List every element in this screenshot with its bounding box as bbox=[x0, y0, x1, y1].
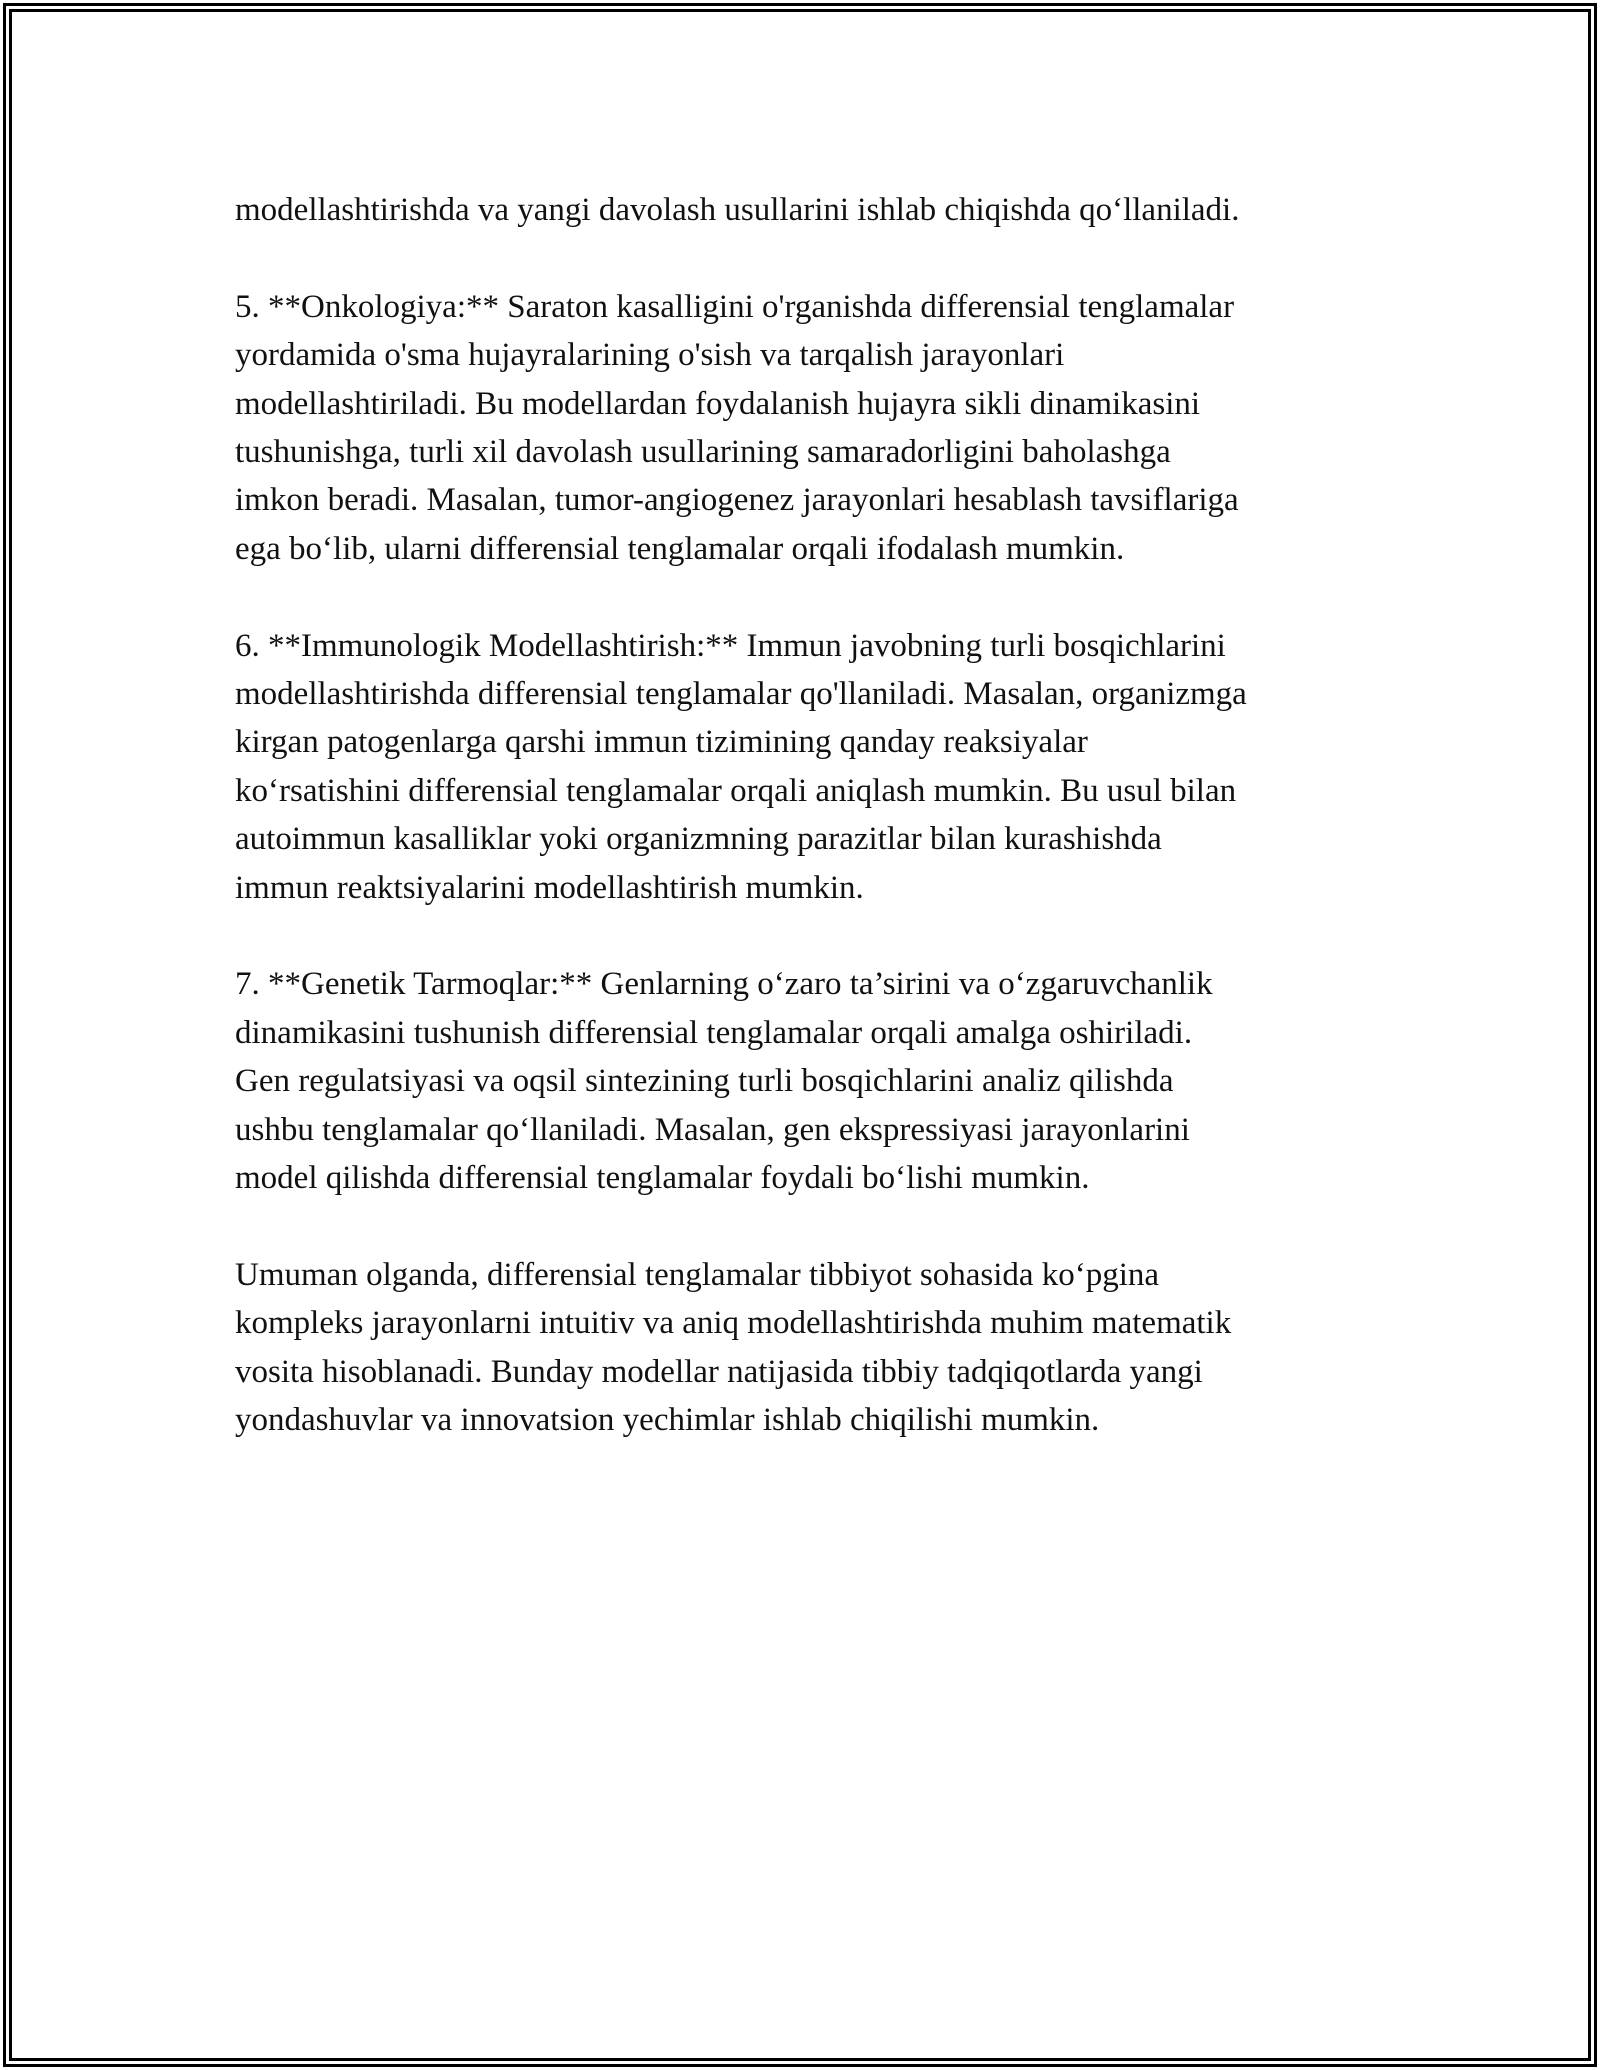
text-line: kirgan patogenlarga qarshi immun tizimining qanday reaksiyalar bbox=[235, 724, 1088, 761]
text-line: 5. **Onkologiya:** Saraton kasalligini o'rganishda differensial tenglamalar bbox=[235, 288, 1235, 325]
paragraph-intro-tail bbox=[235, 186, 1385, 234]
text-line: kompleks jarayonlarni intuitiv va aniq modellashtirishda muhim matematik bbox=[235, 1305, 1232, 1342]
text-line: autoimmun kasalliklar yoki organizmning parazitlar bilan kurashishda bbox=[235, 821, 1162, 858]
text-line: ega bo‘lib, ularni differensial tenglamalar orqali ifodalash mumkin. bbox=[235, 530, 1125, 567]
text-line: yondashuvlar va innovatsion yechimlar ishlab chiqilishi mumkin. bbox=[235, 1402, 1100, 1439]
text-line: Gen regulatsiyasi va oqsil sintezining turli bosqichlarini analiz qilishda bbox=[235, 1063, 1174, 1100]
document-body bbox=[235, 186, 1385, 1493]
text-line: model qilishda differensial tenglamalar foydali bo‘lishi mumkin. bbox=[235, 1160, 1090, 1197]
text-line: immun reaktsiyalarini modellashtirish mumkin. bbox=[235, 869, 864, 906]
text-line: vosita hisoblanadi. Bunday modellar natijasida tibbiy tadqiqotlarda yangi bbox=[235, 1353, 1203, 1390]
text-line: modellashtirishda va yangi davolash usullarini ishlab chiqishda qo‘llaniladi. bbox=[235, 192, 1240, 228]
paragraph-immunologik bbox=[235, 622, 1385, 912]
text-line: Umuman olganda, differensial tenglamalar tibbiyot sohasida ko‘pgina bbox=[235, 1256, 1160, 1293]
paragraph-conclusion bbox=[235, 1251, 1385, 1445]
text-line: tushunishga, turli xil davolash usullarining samaradorligini baholashga bbox=[235, 434, 1171, 471]
text-line: ushbu tenglamalar qo‘llaniladi. Masalan, gen ekspressiyasi jarayonlarini bbox=[235, 1111, 1190, 1148]
text-line: 7. **Genetik Tarmoqlar:** Genlarning o‘zaro ta’sirini va o‘zgaruvchanlik bbox=[235, 966, 1213, 1003]
text-line: imkon beradi. Masalan, tumor-angiogenez jarayonlari hesablash tavsiflariga bbox=[235, 482, 1239, 519]
text-line: modellashtirishda differensial tenglamalar qo'llaniladi. Masalan, organizmga bbox=[235, 676, 1247, 713]
paragraph-genetik bbox=[235, 960, 1385, 1202]
text-line: 6. **Immunologik Modellashtirish:** Immun javobning turli bosqichlarini bbox=[235, 627, 1226, 664]
text-line: ko‘rsatishini differensial tenglamalar orqali aniqlash mumkin. Bu usul bilan bbox=[235, 772, 1237, 809]
text-line: yordamida o'sma hujayralarining o'sish va tarqalish jarayonlari bbox=[235, 337, 1065, 374]
text-line: dinamikasini tushunish differensial tenglamalar orqali amalga oshiriladi. bbox=[235, 1014, 1193, 1051]
text-line: modellashtiriladi. Bu modellardan foydalanish hujayra sikli dinamikasini bbox=[235, 385, 1201, 422]
paragraph-onkologiya bbox=[235, 283, 1385, 573]
